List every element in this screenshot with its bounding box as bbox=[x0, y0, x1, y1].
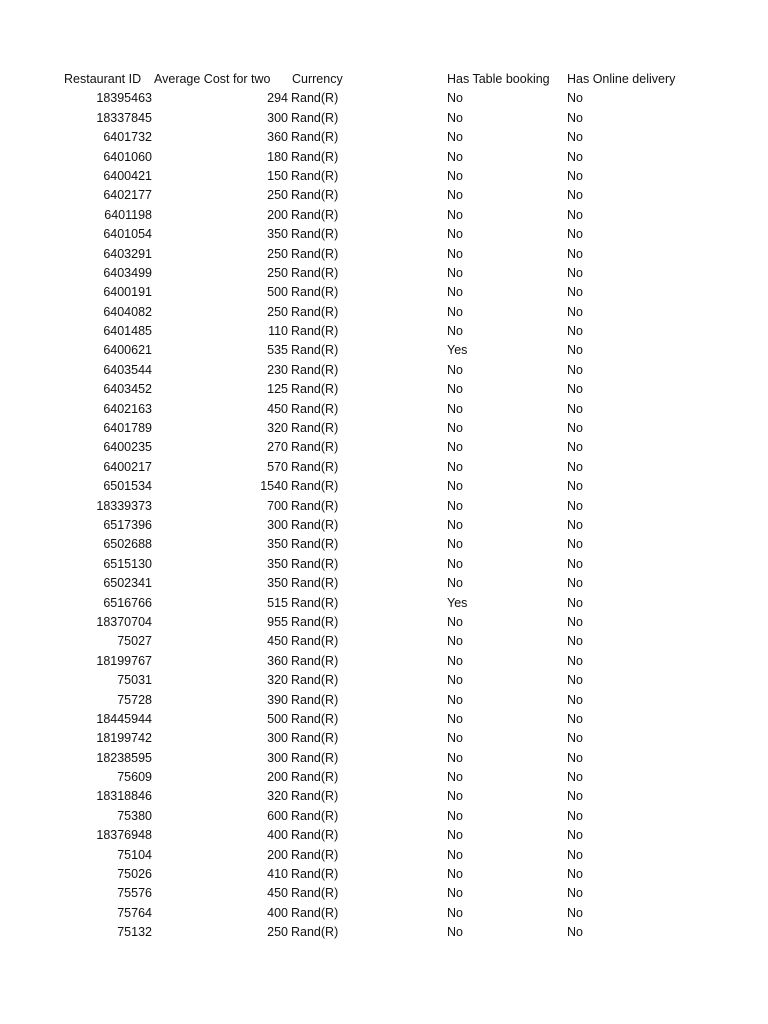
table-row bbox=[0, 458, 768, 477]
cell-online-delivery: No bbox=[567, 517, 583, 532]
table-row bbox=[0, 613, 768, 632]
cell-average-cost: 300 bbox=[267, 517, 288, 532]
cell-average-cost: 294 bbox=[267, 91, 288, 106]
cell-average-cost: 700 bbox=[267, 498, 288, 513]
cell-table-booking: No bbox=[447, 731, 463, 746]
table-row bbox=[0, 594, 768, 613]
cell-table-booking: No bbox=[447, 130, 463, 145]
cell-online-delivery: No bbox=[567, 711, 583, 726]
cell-table-booking: No bbox=[447, 207, 463, 222]
table-row bbox=[0, 555, 768, 574]
table-row bbox=[0, 884, 768, 903]
cell-table-booking: No bbox=[447, 265, 463, 280]
table-row bbox=[0, 167, 768, 186]
cell-table-booking: No bbox=[447, 246, 463, 261]
column-header-currency: Currency bbox=[292, 72, 343, 86]
cell-restaurant-id: 6400235 bbox=[103, 440, 152, 455]
cell-online-delivery: No bbox=[567, 925, 583, 940]
table-row bbox=[0, 691, 768, 710]
table-row bbox=[0, 361, 768, 380]
cell-currency: Rand(R) bbox=[291, 168, 339, 183]
cell-currency: Rand(R) bbox=[291, 537, 339, 552]
table-row bbox=[0, 846, 768, 865]
cell-currency: Rand(R) bbox=[291, 867, 339, 882]
cell-currency: Rand(R) bbox=[291, 808, 339, 823]
cell-table-booking: No bbox=[447, 382, 463, 397]
cell-average-cost: 390 bbox=[267, 692, 288, 707]
cell-currency: Rand(R) bbox=[291, 130, 339, 145]
cell-average-cost: 250 bbox=[267, 265, 288, 280]
cell-online-delivery: No bbox=[567, 285, 583, 300]
table-row bbox=[0, 749, 768, 768]
table-row bbox=[0, 148, 768, 167]
table-row bbox=[0, 245, 768, 264]
cell-online-delivery: No bbox=[567, 673, 583, 688]
cell-average-cost: 360 bbox=[267, 653, 288, 668]
table-row bbox=[0, 225, 768, 244]
cell-online-delivery: No bbox=[567, 304, 583, 319]
table-row bbox=[0, 128, 768, 147]
cell-average-cost: 400 bbox=[267, 905, 288, 920]
cell-restaurant-id: 6402163 bbox=[103, 401, 152, 416]
cell-table-booking: No bbox=[447, 614, 463, 629]
cell-online-delivery: No bbox=[567, 905, 583, 920]
cell-table-booking: No bbox=[447, 440, 463, 455]
cell-online-delivery: No bbox=[567, 246, 583, 261]
cell-average-cost: 400 bbox=[267, 828, 288, 843]
cell-online-delivery: No bbox=[567, 401, 583, 416]
table-row bbox=[0, 652, 768, 671]
cell-currency: Rand(R) bbox=[291, 673, 339, 688]
cell-restaurant-id: 6401060 bbox=[103, 149, 152, 164]
cell-restaurant-id: 75104 bbox=[117, 847, 152, 862]
cell-online-delivery: No bbox=[567, 459, 583, 474]
cell-online-delivery: No bbox=[567, 789, 583, 804]
cell-restaurant-id: 18318846 bbox=[96, 789, 152, 804]
cell-online-delivery: No bbox=[567, 867, 583, 882]
cell-average-cost: 515 bbox=[267, 595, 288, 610]
cell-currency: Rand(R) bbox=[291, 91, 339, 106]
cell-restaurant-id: 18339373 bbox=[96, 498, 152, 513]
cell-table-booking: No bbox=[447, 517, 463, 532]
cell-table-booking: No bbox=[447, 847, 463, 862]
cell-restaurant-id: 6400621 bbox=[103, 343, 152, 358]
table-row bbox=[0, 807, 768, 826]
cell-restaurant-id: 75764 bbox=[117, 905, 152, 920]
cell-online-delivery: No bbox=[567, 595, 583, 610]
cell-currency: Rand(R) bbox=[291, 188, 339, 203]
cell-table-booking: No bbox=[447, 886, 463, 901]
cell-restaurant-id: 75027 bbox=[117, 634, 152, 649]
cell-table-booking: No bbox=[447, 867, 463, 882]
cell-currency: Rand(R) bbox=[291, 498, 339, 513]
cell-average-cost: 250 bbox=[267, 246, 288, 261]
cell-table-booking: No bbox=[447, 149, 463, 164]
column-header-average-cost: Average Cost for two bbox=[154, 72, 271, 86]
cell-restaurant-id: 6400191 bbox=[103, 285, 152, 300]
table-row bbox=[0, 264, 768, 283]
cell-currency: Rand(R) bbox=[291, 750, 339, 765]
table-row bbox=[0, 109, 768, 128]
table-row bbox=[0, 574, 768, 593]
cell-restaurant-id: 6403452 bbox=[103, 382, 152, 397]
cell-currency: Rand(R) bbox=[291, 614, 339, 629]
cell-online-delivery: No bbox=[567, 750, 583, 765]
cell-table-booking: No bbox=[447, 692, 463, 707]
cell-online-delivery: No bbox=[567, 498, 583, 513]
cell-average-cost: 350 bbox=[267, 556, 288, 571]
table-row bbox=[0, 632, 768, 651]
column-header-table-booking: Has Table booking bbox=[447, 72, 550, 86]
cell-average-cost: 570 bbox=[267, 459, 288, 474]
table-row bbox=[0, 438, 768, 457]
cell-online-delivery: No bbox=[567, 421, 583, 436]
cell-currency: Rand(R) bbox=[291, 517, 339, 532]
cell-restaurant-id: 75031 bbox=[117, 673, 152, 688]
cell-table-booking: No bbox=[447, 285, 463, 300]
cell-restaurant-id: 18199767 bbox=[96, 653, 152, 668]
cell-currency: Rand(R) bbox=[291, 595, 339, 610]
cell-restaurant-id: 6404082 bbox=[103, 304, 152, 319]
cell-currency: Rand(R) bbox=[291, 653, 339, 668]
cell-currency: Rand(R) bbox=[291, 905, 339, 920]
cell-currency: Rand(R) bbox=[291, 711, 339, 726]
table-row bbox=[0, 787, 768, 806]
cell-table-booking: No bbox=[447, 905, 463, 920]
cell-restaurant-id: 18376948 bbox=[96, 828, 152, 843]
cell-currency: Rand(R) bbox=[291, 343, 339, 358]
table-row bbox=[0, 206, 768, 225]
cell-online-delivery: No bbox=[567, 576, 583, 591]
cell-online-delivery: No bbox=[567, 227, 583, 242]
cell-restaurant-id: 6400217 bbox=[103, 459, 152, 474]
cell-currency: Rand(R) bbox=[291, 770, 339, 785]
cell-online-delivery: No bbox=[567, 362, 583, 377]
cell-currency: Rand(R) bbox=[291, 925, 339, 940]
restaurant-table bbox=[0, 70, 768, 943]
cell-currency: Rand(R) bbox=[291, 459, 339, 474]
cell-average-cost: 230 bbox=[267, 362, 288, 377]
cell-currency: Rand(R) bbox=[291, 246, 339, 261]
cell-currency: Rand(R) bbox=[291, 789, 339, 804]
cell-average-cost: 320 bbox=[267, 789, 288, 804]
cell-average-cost: 320 bbox=[267, 673, 288, 688]
cell-online-delivery: No bbox=[567, 653, 583, 668]
cell-average-cost: 955 bbox=[267, 614, 288, 629]
cell-table-booking: No bbox=[447, 925, 463, 940]
cell-restaurant-id: 18238595 bbox=[96, 750, 152, 765]
table-row bbox=[0, 89, 768, 108]
cell-average-cost: 250 bbox=[267, 188, 288, 203]
cell-currency: Rand(R) bbox=[291, 828, 339, 843]
cell-currency: Rand(R) bbox=[291, 304, 339, 319]
cell-currency: Rand(R) bbox=[291, 731, 339, 746]
table-body bbox=[0, 89, 768, 942]
cell-restaurant-id: 18370704 bbox=[96, 614, 152, 629]
cell-table-booking: No bbox=[447, 634, 463, 649]
cell-online-delivery: No bbox=[567, 634, 583, 649]
cell-online-delivery: No bbox=[567, 731, 583, 746]
cell-average-cost: 200 bbox=[267, 770, 288, 785]
cell-currency: Rand(R) bbox=[291, 576, 339, 591]
cell-table-booking: No bbox=[447, 673, 463, 688]
cell-average-cost: 600 bbox=[267, 808, 288, 823]
table-row bbox=[0, 186, 768, 205]
cell-online-delivery: No bbox=[567, 110, 583, 125]
cell-restaurant-id: 75609 bbox=[117, 770, 152, 785]
cell-restaurant-id: 75132 bbox=[117, 925, 152, 940]
cell-currency: Rand(R) bbox=[291, 847, 339, 862]
cell-restaurant-id: 6401485 bbox=[103, 324, 152, 339]
cell-currency: Rand(R) bbox=[291, 421, 339, 436]
cell-restaurant-id: 6401054 bbox=[103, 227, 152, 242]
cell-average-cost: 500 bbox=[267, 285, 288, 300]
cell-table-booking: No bbox=[447, 479, 463, 494]
cell-online-delivery: No bbox=[567, 168, 583, 183]
cell-average-cost: 500 bbox=[267, 711, 288, 726]
cell-table-booking: No bbox=[447, 770, 463, 785]
cell-restaurant-id: 75026 bbox=[117, 867, 152, 882]
cell-restaurant-id: 6502341 bbox=[103, 576, 152, 591]
cell-restaurant-id: 6401732 bbox=[103, 130, 152, 145]
cell-online-delivery: No bbox=[567, 149, 583, 164]
cell-average-cost: 360 bbox=[267, 130, 288, 145]
cell-currency: Rand(R) bbox=[291, 110, 339, 125]
cell-currency: Rand(R) bbox=[291, 362, 339, 377]
cell-table-booking: No bbox=[447, 227, 463, 242]
table-row bbox=[0, 768, 768, 787]
cell-online-delivery: No bbox=[567, 479, 583, 494]
cell-online-delivery: No bbox=[567, 847, 583, 862]
cell-restaurant-id: 6516766 bbox=[103, 595, 152, 610]
cell-restaurant-id: 6401198 bbox=[104, 207, 152, 222]
cell-restaurant-id: 6517396 bbox=[103, 517, 152, 532]
table-row bbox=[0, 477, 768, 496]
cell-online-delivery: No bbox=[567, 614, 583, 629]
cell-online-delivery: No bbox=[567, 808, 583, 823]
cell-table-booking: No bbox=[447, 110, 463, 125]
table-row bbox=[0, 865, 768, 884]
cell-online-delivery: No bbox=[567, 886, 583, 901]
cell-restaurant-id: 6515130 bbox=[103, 556, 152, 571]
cell-online-delivery: No bbox=[567, 188, 583, 203]
cell-currency: Rand(R) bbox=[291, 382, 339, 397]
cell-average-cost: 125 bbox=[267, 382, 288, 397]
cell-online-delivery: No bbox=[567, 556, 583, 571]
cell-average-cost: 450 bbox=[267, 401, 288, 416]
cell-table-booking: No bbox=[447, 498, 463, 513]
cell-online-delivery: No bbox=[567, 207, 583, 222]
cell-average-cost: 300 bbox=[267, 750, 288, 765]
table-row bbox=[0, 904, 768, 923]
cell-currency: Rand(R) bbox=[291, 401, 339, 416]
cell-currency: Rand(R) bbox=[291, 265, 339, 280]
cell-table-booking: No bbox=[447, 711, 463, 726]
cell-average-cost: 110 bbox=[268, 324, 288, 339]
table-row bbox=[0, 497, 768, 516]
cell-average-cost: 150 bbox=[267, 168, 288, 183]
cell-average-cost: 350 bbox=[267, 227, 288, 242]
cell-average-cost: 320 bbox=[267, 421, 288, 436]
table-row bbox=[0, 516, 768, 535]
cell-restaurant-id: 75576 bbox=[117, 886, 152, 901]
cell-average-cost: 450 bbox=[267, 634, 288, 649]
table-row bbox=[0, 380, 768, 399]
cell-table-booking: No bbox=[447, 576, 463, 591]
cell-average-cost: 350 bbox=[267, 576, 288, 591]
cell-average-cost: 410 bbox=[267, 867, 288, 882]
cell-online-delivery: No bbox=[567, 130, 583, 145]
cell-average-cost: 250 bbox=[267, 925, 288, 940]
table-row bbox=[0, 400, 768, 419]
table-header-row bbox=[0, 70, 768, 89]
cell-average-cost: 450 bbox=[267, 886, 288, 901]
cell-currency: Rand(R) bbox=[291, 886, 339, 901]
cell-online-delivery: No bbox=[567, 265, 583, 280]
cell-currency: Rand(R) bbox=[291, 324, 339, 339]
cell-restaurant-id: 6501534 bbox=[103, 479, 152, 494]
cell-online-delivery: No bbox=[567, 770, 583, 785]
cell-online-delivery: No bbox=[567, 343, 583, 358]
cell-average-cost: 535 bbox=[267, 343, 288, 358]
cell-currency: Rand(R) bbox=[291, 285, 339, 300]
table-row bbox=[0, 283, 768, 302]
cell-online-delivery: No bbox=[567, 91, 583, 106]
cell-currency: Rand(R) bbox=[291, 149, 339, 164]
cell-currency: Rand(R) bbox=[291, 207, 339, 222]
cell-restaurant-id: 6403291 bbox=[103, 246, 152, 261]
cell-restaurant-id: 6403499 bbox=[103, 265, 152, 280]
cell-table-booking: No bbox=[447, 537, 463, 552]
cell-online-delivery: No bbox=[567, 692, 583, 707]
table-row bbox=[0, 303, 768, 322]
cell-table-booking: No bbox=[447, 401, 463, 416]
cell-restaurant-id: 6502688 bbox=[103, 537, 152, 552]
cell-average-cost: 270 bbox=[267, 440, 288, 455]
table-row bbox=[0, 322, 768, 341]
table-row bbox=[0, 923, 768, 942]
table-row bbox=[0, 535, 768, 554]
cell-restaurant-id: 6400421 bbox=[103, 168, 152, 183]
cell-restaurant-id: 75728 bbox=[117, 692, 152, 707]
cell-table-booking: No bbox=[447, 324, 463, 339]
cell-average-cost: 300 bbox=[267, 731, 288, 746]
cell-currency: Rand(R) bbox=[291, 227, 339, 242]
cell-restaurant-id: 18445944 bbox=[96, 711, 152, 726]
column-header-restaurant-id: Restaurant ID bbox=[64, 72, 142, 86]
table-row bbox=[0, 826, 768, 845]
cell-table-booking: No bbox=[447, 91, 463, 106]
cell-table-booking: No bbox=[447, 421, 463, 436]
cell-table-booking: No bbox=[447, 556, 463, 571]
cell-table-booking: No bbox=[447, 750, 463, 765]
cell-online-delivery: No bbox=[567, 324, 583, 339]
cell-online-delivery: No bbox=[567, 828, 583, 843]
cell-table-booking: Yes bbox=[447, 343, 468, 358]
cell-table-booking: Yes bbox=[447, 595, 468, 610]
cell-average-cost: 200 bbox=[267, 847, 288, 862]
cell-average-cost: 1540 bbox=[260, 479, 288, 494]
cell-table-booking: No bbox=[447, 808, 463, 823]
cell-online-delivery: No bbox=[567, 440, 583, 455]
cell-average-cost: 300 bbox=[267, 110, 288, 125]
cell-table-booking: No bbox=[447, 653, 463, 668]
cell-table-booking: No bbox=[447, 188, 463, 203]
cell-restaurant-id: 18395463 bbox=[96, 91, 152, 106]
cell-currency: Rand(R) bbox=[291, 440, 339, 455]
cell-currency: Rand(R) bbox=[291, 634, 339, 649]
cell-table-booking: No bbox=[447, 304, 463, 319]
cell-table-booking: No bbox=[447, 789, 463, 804]
cell-online-delivery: No bbox=[567, 537, 583, 552]
table-row bbox=[0, 729, 768, 748]
cell-restaurant-id: 6401789 bbox=[103, 421, 152, 436]
cell-average-cost: 250 bbox=[267, 304, 288, 319]
cell-table-booking: No bbox=[447, 828, 463, 843]
cell-average-cost: 350 bbox=[267, 537, 288, 552]
column-header-online-delivery: Has Online delivery bbox=[567, 72, 676, 86]
cell-currency: Rand(R) bbox=[291, 692, 339, 707]
cell-average-cost: 200 bbox=[267, 207, 288, 222]
cell-restaurant-id: 6402177 bbox=[103, 188, 152, 203]
cell-restaurant-id: 18199742 bbox=[96, 731, 152, 746]
cell-restaurant-id: 75380 bbox=[117, 808, 152, 823]
table-row bbox=[0, 671, 768, 690]
cell-average-cost: 180 bbox=[267, 149, 288, 164]
cell-table-booking: No bbox=[447, 459, 463, 474]
cell-table-booking: No bbox=[447, 362, 463, 377]
cell-restaurant-id: 18337845 bbox=[96, 110, 152, 125]
table-row bbox=[0, 341, 768, 360]
table-row bbox=[0, 419, 768, 438]
cell-currency: Rand(R) bbox=[291, 479, 339, 494]
cell-currency: Rand(R) bbox=[291, 556, 339, 571]
cell-online-delivery: No bbox=[567, 382, 583, 397]
cell-table-booking: No bbox=[447, 168, 463, 183]
table-row bbox=[0, 710, 768, 729]
cell-restaurant-id: 6403544 bbox=[103, 362, 152, 377]
